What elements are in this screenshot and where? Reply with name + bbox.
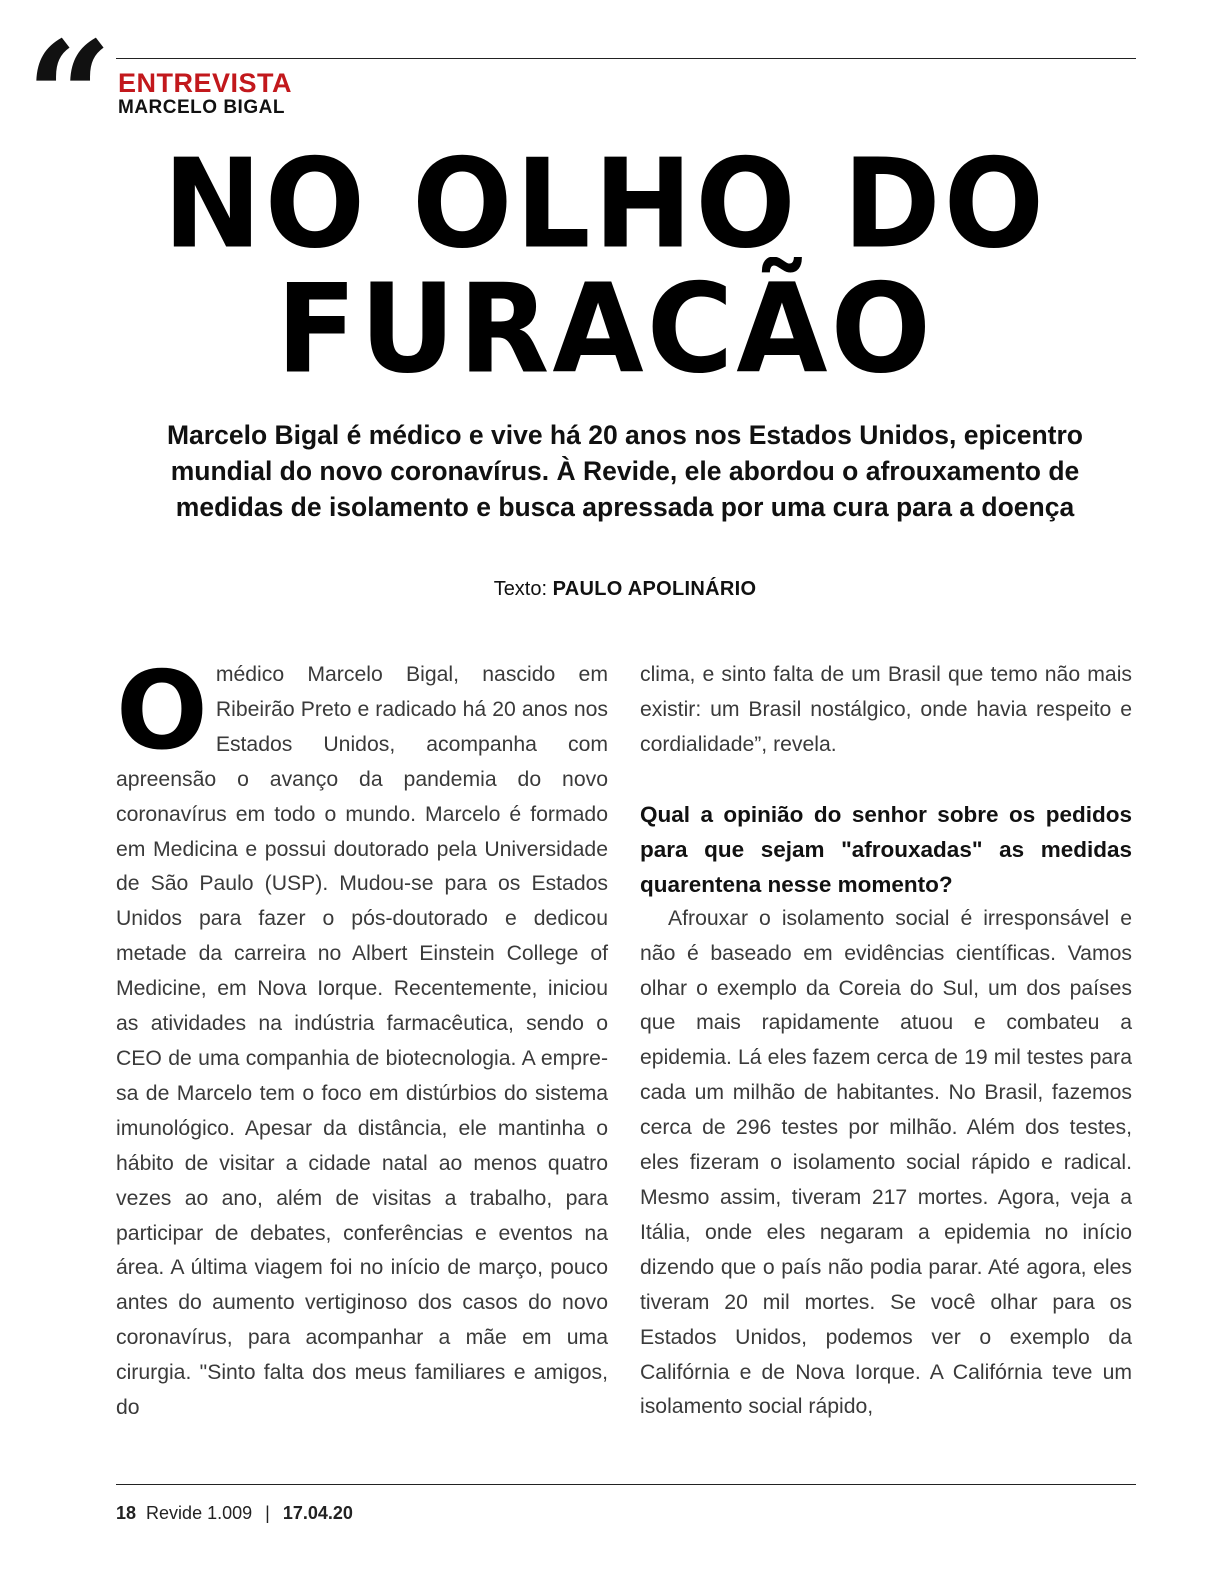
top-rule xyxy=(116,58,1136,59)
page-footer xyxy=(116,1504,353,1522)
interview-answer: Afrouxar o isolamento social é irresponsável e não é baseado em evidências científicas. Vamos olhar o exemplo da Coreia do Sul, um dos países que mais rapidamente atuou e combateu a epidemia. Lá eles fazem cerca de 19 mil testes para cada um milhão de habitantes. No Brasil, fazemos cerca de 296 testes por milhão. Além dos testes, eles fizeram o isolamento social rápido e radical. Mesmo assim, tiveram 217 mortes. Agora, veja a Itália, onde eles negaram a epidemia no início dizendo que o país não podia parar. Até agora, eles tiveram 20 mil mortes. Se você olhar para os Estados Unidos, podemos ver o exemplo da Califórnia e de Nova Iorque. A Califórnia teve um isolamento social rápido, xyxy=(640,906,1132,1419)
dropcap: O xyxy=(116,649,208,774)
body-column-right xyxy=(640,658,1132,1425)
quote-mark-icon: “ xyxy=(26,9,107,185)
intro-paragraph xyxy=(116,649,608,1426)
interview-subject: MARCELO BIGAL xyxy=(118,97,285,118)
body-column-left xyxy=(116,649,608,1426)
byline-author: PAULO APOLINÁRIO xyxy=(552,578,757,600)
byline-label: Texto: xyxy=(493,578,548,600)
issue-date: 17.04.20 xyxy=(282,1503,353,1523)
page-number: 18 xyxy=(116,1503,137,1523)
headline-line-1: NO OLHO DO xyxy=(162,132,1048,276)
footer-separator: | xyxy=(265,1503,270,1523)
headline-line-2: FURACÃO xyxy=(276,257,934,401)
bottom-rule xyxy=(116,1484,1136,1485)
intro-continuation: clima, e sinto falta de um Brasil que temo não mais existir: um Brasil nostálgico, onde havia respeito e cordialidade”, revela. xyxy=(640,663,1132,756)
byline xyxy=(300,578,950,601)
intro-text: médico Marcelo Bigal, nascido em Ribeirão Preto e radicado há 20 anos nos Estados Unidos, acompanha com apreensão o avanço da pandemia do novo coronavírus em todo o mundo. Marcelo é formado em Medicina e possui doutorado pela Universidade de São Paulo (USP). Mudou-se para os Estados Unidos para fazer o pós-doutorado e dedicou metade da carreira no Albert Einstein College of Medicine, em Nova Iorque. Recentemente, iniciou as atividades na indústria farmacêutica, sendo o CEO de uma companhia de biotecnologia. A empresa de Marcelo tem o foco em distúrbios do sistema imunológico. Apesar da distância, ele mantinha o hábito de visitar a cidade natal ao menos quatro vezes ao ano, além de visitas a trabalho, para participar de debates, conferências e eventos na área. A última viagem foi no início de março, pouco antes do aumento vertiginoso dos casos do novo coronavírus, para acompanhar a mãe em uma cirurgia. "Sinto falta dos meus familiares e amigos, do xyxy=(116,663,608,1420)
article-deck: Marcelo Bigal é médico e vive há 20 anos nos Estados Unidos, epicentro mundial do novo coronavírus. À Revide, ele abordou o afrouxamento de medidas de isolamento e busca apressada por uma cura para a doença xyxy=(166,420,1083,522)
publication-issue: Revide 1.009 xyxy=(146,1503,253,1523)
interview-question: Qual a opinião do senhor sobre os pedidos para que sejam "afrouxadas" as medidas quarentena nesse momento? xyxy=(640,801,1132,897)
section-label: ENTREVISTA xyxy=(118,68,293,98)
